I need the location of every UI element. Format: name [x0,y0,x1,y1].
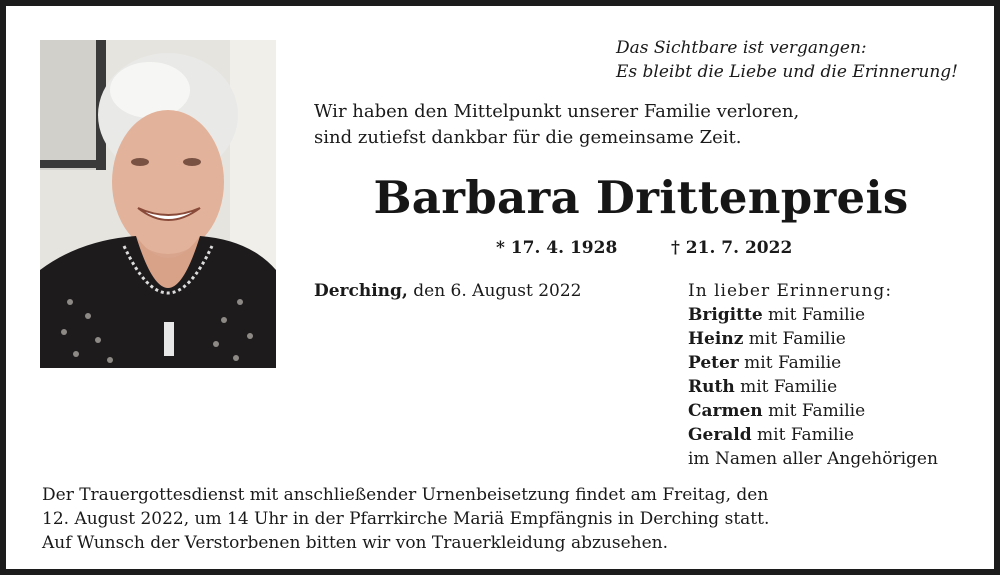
mourner-suffix: mit Familie [751,425,855,445]
mourner-name: Brigitte [688,305,763,325]
death-date: † 21. 7. 2022 [671,238,793,258]
motto-line-2: Es bleibt die Liebe und die Erinnerung! [615,62,958,82]
intro-line-2: sind zutiefst dankbar für die gemeinsame Zeit. [314,127,742,148]
service-line-2: 12. August 2022, um 14 Uhr in der Pfarrkirche Mariä Empfängnis in Derching statt. [42,509,770,529]
mourner-suffix: mit Familie [734,377,838,397]
mourner-suffix: mit Familie [743,329,846,349]
mourners-closing: im Namen aller Angehörigen [688,449,938,469]
birth-date: * 17. 4. 1928 [496,238,618,258]
place-town: Derching, [314,281,408,301]
mourner-suffix: mit Familie [738,353,842,373]
place-and-date [314,279,581,303]
intro-line-1: Wir haben den Mittelpunkt unserer Familie verloren, [314,101,800,122]
mourners-list [688,279,938,471]
portrait-photo [40,40,276,368]
mourner-name: Gerald [688,425,752,445]
service-line-3: Auf Wunsch der Verstorbenen bitten wir von Trauerkleidung abzusehen. [42,533,669,553]
motto-quote [616,36,958,84]
deceased-name: Barbara Drittenpreis [373,171,909,224]
mourner-item [688,351,938,375]
place-date: den 6. August 2022 [407,281,582,301]
mourner-suffix: mit Familie [762,401,866,421]
mourner-suffix: mit Familie [762,305,866,325]
motto-line-1: Das Sichtbare ist vergangen: [615,38,867,58]
mourner-name: Ruth [688,377,735,397]
mourner-name: Carmen [688,401,763,421]
mourner-item [688,423,938,447]
mourner-item [688,399,938,423]
mourners-heading: In lieber Erinnerung: [688,281,893,301]
mourner-name: Heinz [688,329,744,349]
service-line-1: Der Trauergottesdienst mit anschließender Urnenbeisetzung findet am Freitag, den [42,485,769,505]
intro-text [314,99,799,151]
mourner-item [688,303,938,327]
mourner-name: Peter [688,353,739,373]
mourner-item [688,327,938,351]
mourner-item [688,375,938,399]
service-info [42,483,769,555]
